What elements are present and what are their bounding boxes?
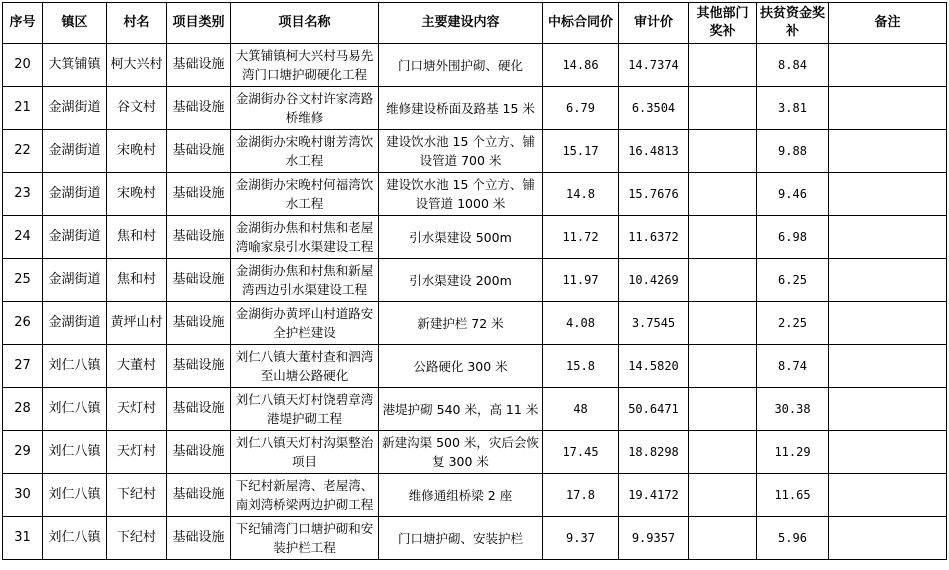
cell-project-name: 下纪铺湾门口塘护砌和安装护栏工程	[231, 517, 379, 560]
cell-seq: 25	[3, 259, 43, 302]
cell-contract-price: 15.17	[543, 130, 619, 173]
table-row	[3, 173, 947, 216]
cell-content: 新建护栏 72 米	[379, 302, 543, 345]
cell-village: 焦和村	[107, 259, 167, 302]
cell-seq: 29	[3, 431, 43, 474]
header-village: 村名	[107, 3, 167, 44]
cell-project-name: 金湖街办谷文村许家湾路桥维修	[231, 87, 379, 130]
cell-project-name: 大箕铺镇柯大兴村马易先湾门口塘护砌硬化工程	[231, 44, 379, 87]
cell-town: 刘仁八镇	[43, 517, 107, 560]
cell-seq: 20	[3, 44, 43, 87]
cell-town: 刘仁八镇	[43, 474, 107, 517]
cell-town: 金湖街道	[43, 87, 107, 130]
cell-other-subsidy	[689, 302, 757, 345]
cell-other-subsidy	[689, 130, 757, 173]
cell-content: 维修建设桥面及路基 15 米	[379, 87, 543, 130]
cell-seq: 31	[3, 517, 43, 560]
table-row	[3, 87, 947, 130]
header-row	[3, 3, 947, 44]
cell-remarks	[829, 87, 947, 130]
cell-village: 谷文村	[107, 87, 167, 130]
cell-other-subsidy	[689, 173, 757, 216]
project-table	[2, 2, 947, 560]
cell-village: 柯大兴村	[107, 44, 167, 87]
cell-seq: 26	[3, 302, 43, 345]
cell-town: 刘仁八镇	[43, 388, 107, 431]
cell-category: 基础设施	[167, 345, 231, 388]
cell-remarks	[829, 431, 947, 474]
header-category: 项目类别	[167, 3, 231, 44]
cell-content: 维修通组桥梁 2 座	[379, 474, 543, 517]
header-project-name: 项目名称	[231, 3, 379, 44]
cell-town: 刘仁八镇	[43, 431, 107, 474]
cell-other-subsidy	[689, 345, 757, 388]
cell-other-subsidy	[689, 388, 757, 431]
cell-town: 金湖街道	[43, 173, 107, 216]
cell-village: 宋晚村	[107, 173, 167, 216]
cell-poverty-subsidy: 5.96	[757, 517, 829, 560]
cell-audit-price: 15.7676	[619, 173, 689, 216]
cell-contract-price: 9.37	[543, 517, 619, 560]
cell-category: 基础设施	[167, 388, 231, 431]
cell-contract-price: 15.8	[543, 345, 619, 388]
cell-contract-price: 4.08	[543, 302, 619, 345]
cell-seq: 28	[3, 388, 43, 431]
cell-poverty-subsidy: 2.25	[757, 302, 829, 345]
cell-poverty-subsidy: 11.29	[757, 431, 829, 474]
header-remarks: 备注	[829, 3, 947, 44]
cell-town: 大箕铺镇	[43, 44, 107, 87]
cell-other-subsidy	[689, 431, 757, 474]
cell-contract-price: 11.97	[543, 259, 619, 302]
cell-seq: 21	[3, 87, 43, 130]
cell-remarks	[829, 302, 947, 345]
cell-poverty-subsidy: 6.98	[757, 216, 829, 259]
cell-other-subsidy	[689, 87, 757, 130]
table-row	[3, 44, 947, 87]
cell-poverty-subsidy: 8.74	[757, 345, 829, 388]
table-row	[3, 431, 947, 474]
cell-audit-price: 6.3504	[619, 87, 689, 130]
cell-category: 基础设施	[167, 474, 231, 517]
cell-project-name: 金湖街办焦和村焦和新屋湾西边引水渠建设工程	[231, 259, 379, 302]
cell-village: 下纪村	[107, 517, 167, 560]
cell-seq: 30	[3, 474, 43, 517]
cell-town: 金湖街道	[43, 130, 107, 173]
cell-remarks	[829, 173, 947, 216]
cell-poverty-subsidy: 11.65	[757, 474, 829, 517]
cell-audit-price: 9.9357	[619, 517, 689, 560]
table-row	[3, 130, 947, 173]
header-contract-price: 中标合同价	[543, 3, 619, 44]
cell-poverty-subsidy: 9.46	[757, 173, 829, 216]
cell-category: 基础设施	[167, 216, 231, 259]
table-row	[3, 517, 947, 560]
cell-poverty-subsidy: 9.88	[757, 130, 829, 173]
cell-village: 天灯村	[107, 388, 167, 431]
cell-audit-price: 11.6372	[619, 216, 689, 259]
cell-project-name: 刘仁八镇大董村查和泗湾至山塘公路硬化	[231, 345, 379, 388]
cell-project-name: 金湖街办黄坪山村道路安全护栏建设	[231, 302, 379, 345]
cell-other-subsidy	[689, 216, 757, 259]
cell-content: 门口塘外围护砌、硬化	[379, 44, 543, 87]
cell-remarks	[829, 44, 947, 87]
cell-category: 基础设施	[167, 259, 231, 302]
cell-remarks	[829, 216, 947, 259]
table-row	[3, 302, 947, 345]
cell-remarks	[829, 388, 947, 431]
table-row	[3, 259, 947, 302]
header-town: 镇区	[43, 3, 107, 44]
cell-audit-price: 50.6471	[619, 388, 689, 431]
cell-seq: 23	[3, 173, 43, 216]
cell-poverty-subsidy: 6.25	[757, 259, 829, 302]
cell-seq: 22	[3, 130, 43, 173]
table-row	[3, 345, 947, 388]
cell-remarks	[829, 259, 947, 302]
cell-category: 基础设施	[167, 431, 231, 474]
header-seq: 序号	[3, 3, 43, 44]
cell-contract-price: 6.79	[543, 87, 619, 130]
cell-village: 下纪村	[107, 474, 167, 517]
cell-category: 基础设施	[167, 44, 231, 87]
cell-seq: 27	[3, 345, 43, 388]
cell-remarks	[829, 474, 947, 517]
header-other-subsidy: 其他部门奖补	[689, 3, 757, 44]
cell-other-subsidy	[689, 259, 757, 302]
header-audit-price: 审计价	[619, 3, 689, 44]
cell-content: 门口塘护砌、安装护栏	[379, 517, 543, 560]
cell-contract-price: 14.86	[543, 44, 619, 87]
cell-village: 焦和村	[107, 216, 167, 259]
cell-town: 金湖街道	[43, 216, 107, 259]
cell-category: 基础设施	[167, 302, 231, 345]
cell-other-subsidy	[689, 44, 757, 87]
cell-poverty-subsidy: 8.84	[757, 44, 829, 87]
cell-other-subsidy	[689, 474, 757, 517]
cell-content: 引水渠建设 500m	[379, 216, 543, 259]
header-poverty-subsidy: 扶贫资金奖补	[757, 3, 829, 44]
table-row	[3, 388, 947, 431]
cell-contract-price: 48	[543, 388, 619, 431]
cell-town: 刘仁八镇	[43, 345, 107, 388]
cell-project-name: 金湖街办宋晚村谢芳湾饮水工程	[231, 130, 379, 173]
cell-poverty-subsidy: 3.81	[757, 87, 829, 130]
table-body	[3, 44, 947, 560]
cell-content: 港堤护砌 540 米，高 11 米	[379, 388, 543, 431]
cell-village: 宋晚村	[107, 130, 167, 173]
cell-content: 建设饮水池 15 个立方、铺设管道 1000 米	[379, 173, 543, 216]
cell-project-name: 金湖街办焦和村焦和老屋湾喻家泉引水渠建设工程	[231, 216, 379, 259]
cell-town: 金湖街道	[43, 259, 107, 302]
cell-audit-price: 19.4172	[619, 474, 689, 517]
cell-other-subsidy	[689, 517, 757, 560]
cell-category: 基础设施	[167, 517, 231, 560]
cell-contract-price: 17.45	[543, 431, 619, 474]
cell-village: 黄坪山村	[107, 302, 167, 345]
cell-town: 金湖街道	[43, 302, 107, 345]
cell-remarks	[829, 130, 947, 173]
cell-seq: 24	[3, 216, 43, 259]
cell-audit-price: 14.5820	[619, 345, 689, 388]
cell-contract-price: 14.8	[543, 173, 619, 216]
cell-audit-price: 16.4813	[619, 130, 689, 173]
header-content: 主要建设内容	[379, 3, 543, 44]
cell-content: 建设饮水池 15 个立方、铺设管道 700 米	[379, 130, 543, 173]
cell-remarks	[829, 345, 947, 388]
cell-project-name: 刘仁八镇天灯村饶碧章湾港堤护砌工程	[231, 388, 379, 431]
cell-category: 基础设施	[167, 87, 231, 130]
cell-category: 基础设施	[167, 173, 231, 216]
cell-content: 公路硬化 300 米	[379, 345, 543, 388]
cell-project-name: 刘仁八镇天灯村沟渠整治项目	[231, 431, 379, 474]
table-row	[3, 474, 947, 517]
cell-village: 天灯村	[107, 431, 167, 474]
cell-content: 引水渠建设 200m	[379, 259, 543, 302]
cell-category: 基础设施	[167, 130, 231, 173]
cell-village: 大董村	[107, 345, 167, 388]
cell-audit-price: 10.4269	[619, 259, 689, 302]
cell-content: 新建沟渠 500 米，灾后会恢复 300 米	[379, 431, 543, 474]
cell-project-name: 下纪村新屋湾、老屋湾、南刘湾桥梁两边护砌工程	[231, 474, 379, 517]
cell-contract-price: 11.72	[543, 216, 619, 259]
cell-audit-price: 14.7374	[619, 44, 689, 87]
cell-project-name: 金湖街办宋晚村何福湾饮水工程	[231, 173, 379, 216]
cell-audit-price: 18.8298	[619, 431, 689, 474]
cell-poverty-subsidy: 30.38	[757, 388, 829, 431]
cell-audit-price: 3.7545	[619, 302, 689, 345]
table-row	[3, 216, 947, 259]
cell-remarks	[829, 517, 947, 560]
cell-contract-price: 17.8	[543, 474, 619, 517]
